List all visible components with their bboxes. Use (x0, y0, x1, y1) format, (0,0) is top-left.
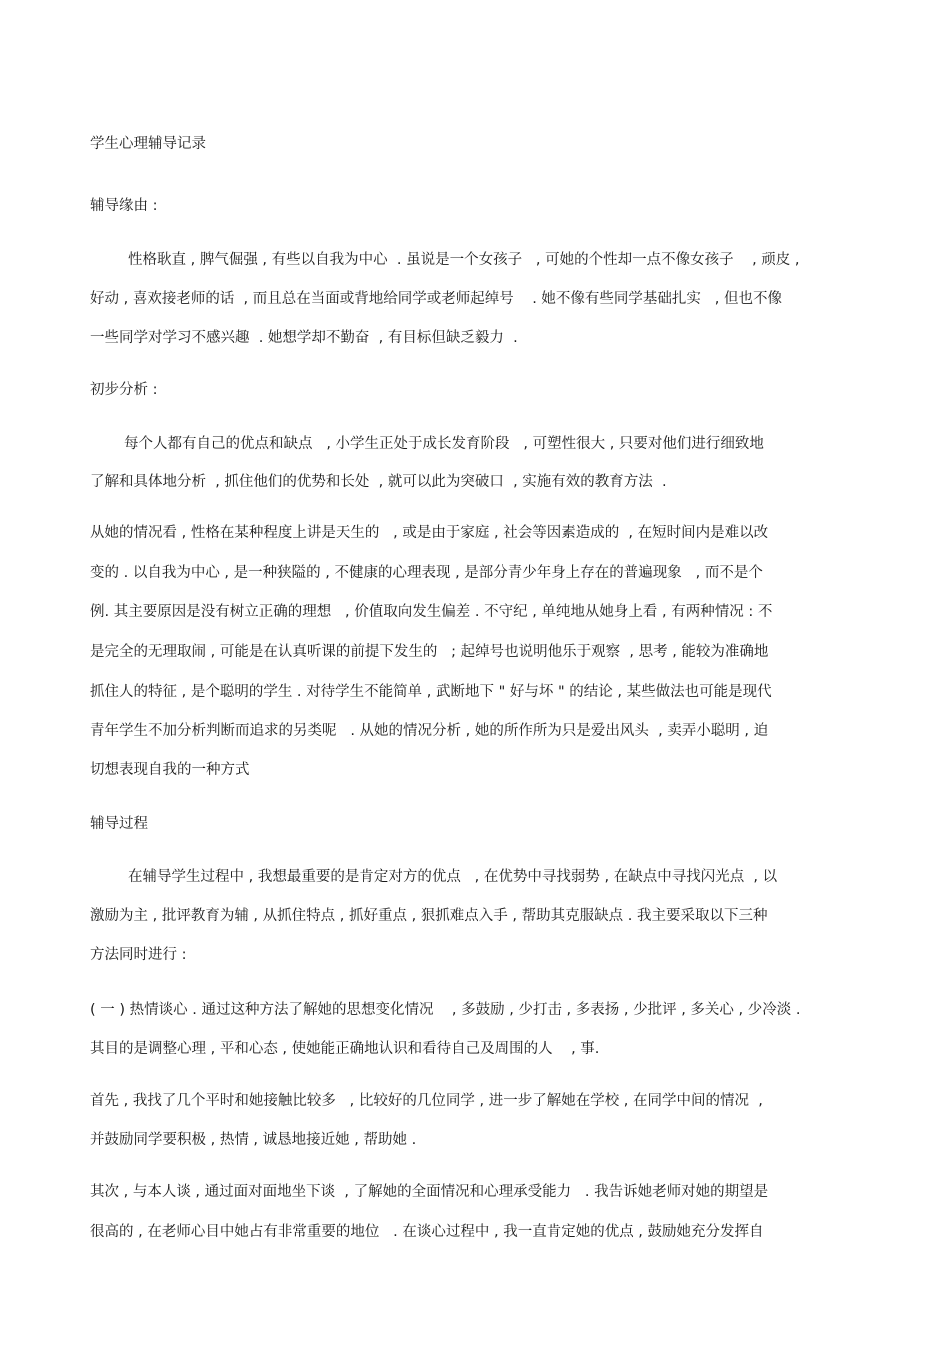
paragraph-line: 在辅导学生过程中 , 我想最重要的是肯定对方的优点 , 在优势中寻找弱势 , 在缺点中寻找闪光点 , 以 (128, 869, 778, 885)
paragraph-line: 从她的情况看 , 性格在某种程度上讲是天生的 , 或是由于家庭 , 社会等因素造成的 , 在短时间内是难以改 (90, 525, 769, 541)
paragraph-line: 其目的是调整心理 , 平和心态 , 使她能正确地认识和看待自己及周围的人 , 事. (90, 1041, 600, 1057)
paragraph-line: 很高的 , 在老师心目中她占有非常重要的地位 . 在谈心过程中 , 我一直肯定她的优点 , 鼓励她充分发挥自 (90, 1224, 764, 1240)
paragraph-line: 切想表现自我的一种方式 (90, 762, 250, 778)
section-heading-analysis: 初步分析 : (90, 382, 158, 398)
paragraph-line: 首先 , 我找了几个平时和她接触比较多 , 比较好的几位同学 , 进一步了解她在学校 , 在同学中间的情况 , (90, 1093, 763, 1109)
document-title: 学生心理辅导记录 (90, 136, 206, 152)
paragraph-line: 抓住人的特征 , 是个聪明的学生 . 对待学生不能简单 , 武断地下 " 好与坏 " 的结论 , 某些做法也可能是现代 (90, 684, 772, 700)
paragraph-line: 是完全的无理取闹 , 可能是在认真听课的前提下发生的 ; 起绰号也说明他乐于观察 , 思考 , 能较为准确地 (90, 644, 769, 660)
paragraph-line: 其次 , 与本人谈 , 通过面对面地坐下谈 , 了解她的全面情况和心理承受能力 . 我告诉她老师对她的期望是 (90, 1184, 769, 1200)
paragraph-line: 例. 其主要原因是没有树立正确的理想 , 价值取向发生偏差 . 不守纪 , 单纯地从她身上看 , 有两种情况 : 不 (90, 604, 773, 620)
paragraph-line: 了解和具体地分析 , 抓住他们的优势和长处 , 就可以此为突破口 , 实施有效的教育方法 . (90, 474, 667, 490)
section-heading-process: 辅导过程 (90, 816, 148, 832)
section-heading-reason: 辅导缘由 : (90, 198, 158, 214)
paragraph-line: 一些同学对学习不感兴趣 . 她想学却不勤奋 , 有目标但缺乏毅力 . (90, 330, 518, 346)
paragraph-line: 并鼓励同学要积极 , 热情 , 诚恳地接近她 , 帮助她 . (90, 1132, 417, 1148)
paragraph-line: 性格耿直 , 脾气倔强 , 有些以自我为中心 . 虽说是一个女孩子 , 可她的个性却一点不像女孩子 , 顽皮 , (128, 252, 800, 268)
paragraph-line: 好动 , 喜欢接老师的话 , 而且总在当面或背地给同学或老师起绰号 . 她不像有些同学基础扎实 , 但也不像 (90, 291, 782, 307)
paragraph-line: 激励为主 , 批评教育为辅 , 从抓住特点 , 抓好重点 , 狠抓难点入手 , 帮助其克服缺点 . 我主要采取以下三种 (90, 908, 768, 924)
paragraph-line: 每个人都有自己的优点和缺点 , 小学生正处于成长发育阶段 , 可塑性很大 , 只要对他们进行细致地 (124, 436, 764, 452)
paragraph-line: 青年学生不加分析判断而追求的另类呢 . 从她的情况分析 , 她的所作所为只是爱出风头 , 卖弄小聪明 , 迫 (90, 723, 769, 739)
paragraph-line: ( 一 ) 热情谈心 . 通过这种方法了解她的思想变化情况 , 多鼓励 , 少打击 , 多表扬 , 少批评 , 多关心 , 少冷淡 . (90, 1002, 801, 1018)
paragraph-line: 方法同时进行 : (90, 947, 187, 963)
paragraph-line: 变的 . 以自我为中心 , 是一种狭隘的 , 不健康的心理表现 , 是部分青少年身上存在的普遍现象 , 而不是个 (90, 565, 763, 581)
